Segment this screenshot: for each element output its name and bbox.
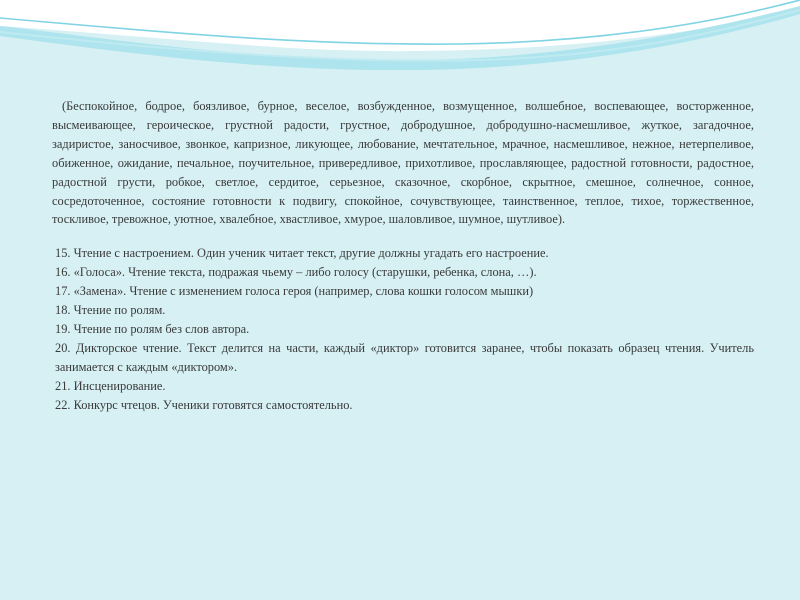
mood-list-paragraph: (Беспокойное, бодрое, боязливое, бурное, веселое, возбужденное, возмущенное, волшебное, воспевающее, восторженное, высмеивающее, героическое, грустной радости, грустное, добродушное, добродушно-насмешливое, жуткое, загадочное, задиристое, заносчивое, звонкое, капризное, ликующее, любование, мечтательное, мрачное, насмешливое, нежное, нетерпеливое, обиженное, ожидание, печальное, поучительное, привередливое, прихотливое, прославляющее, радостной готовности, радостное, радостной грусти, робкое, светлое, сердитое, серьезное, сказочное, скорбное, скрытное, смешное, солнечное, сонное, сосредоточенное, состояние готовности к подвигу, спокойное, сочувствующее, таинственное, теплое, тихое, торжественное, тоскливое, тревожное, уютное, хвалебное, хвастливое, хмурое, шаловливое, шумное, шутливое). <box>52 99 754 227</box>
list-item: 20. Дикторское чтение. Текст делится на части, каждый «диктор» готовится заранее, чтобы показать образец чтения. Учитель занимается с каждым «диктором». <box>55 340 754 374</box>
list-item: 18. Чтение по ролям. <box>55 303 166 318</box>
reading-methods-list <box>52 244 754 414</box>
list-item: 15. Чтение с настроением. Один ученик читает текст, другие должны угадать его настроение. <box>55 246 549 261</box>
list-item: 22. Конкурс чтецов. Ученики готовятся самостоятельно. <box>55 397 353 412</box>
list-item: 17. «Замена». Чтение с изменением голоса героя (например, слова кошки голосом мышки) <box>55 284 534 299</box>
list-item: 16. «Голоса». Чтение текста, подражая чьему – либо голосу (старушки, ребенка, слона, …). <box>55 265 537 280</box>
slide-content <box>52 97 754 415</box>
top-wave-decoration <box>0 0 800 70</box>
list-item: 21. Инсценирование. <box>55 378 166 393</box>
list-item: 19. Чтение по ролям без слов автора. <box>55 321 250 336</box>
